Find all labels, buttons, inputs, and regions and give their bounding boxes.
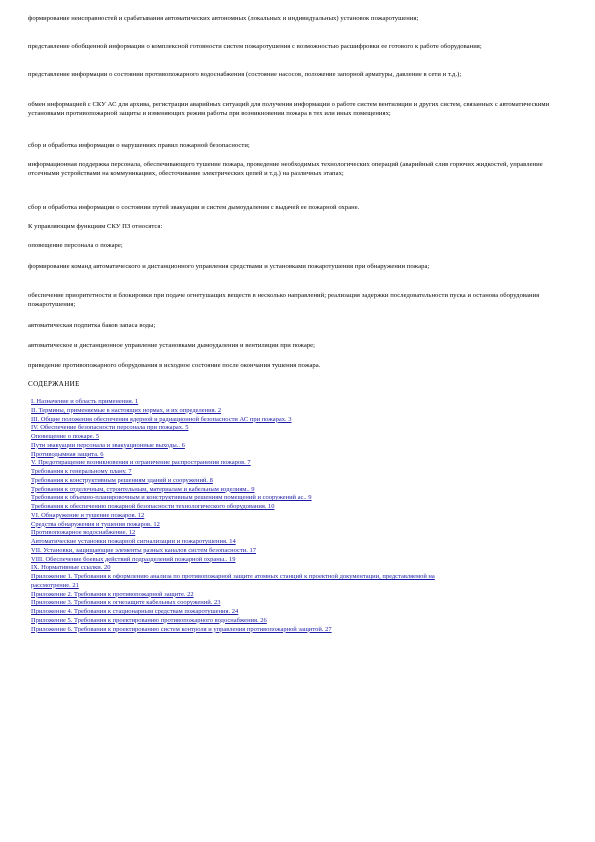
toc-item	[31, 494, 571, 503]
toc-link[interactable]: Пути эвакуации персонала и эвакуационные выходы.. 6	[31, 441, 185, 449]
paragraph-water-supply-status: представление информации о состоянии противопожарного водоснабжения (состояние насосов, положение запорной арматуры, давление в сети и т.д.);	[28, 71, 462, 78]
toc-heading: СОДЕРЖАНИЕ	[28, 380, 80, 388]
toc-link[interactable]: Приложение 4. Требования к стационарным средствам пожаротушения. 24	[31, 608, 239, 615]
paragraph-water-tanks: автоматическая подпитка баков запаса воды;	[28, 322, 156, 329]
toc-item	[31, 547, 571, 556]
toc-link[interactable]: Оповещение о пожаре. 5	[31, 433, 100, 440]
toc-link[interactable]: V. Предотвращение возникновения и ограничение распространения пожаров. 7	[31, 459, 251, 467]
toc-item	[31, 451, 571, 460]
toc-link[interactable]: Требования к отделочным, строительным, материалам и кабельным изделиям.. 9	[31, 485, 255, 493]
toc-link[interactable]: Требования к объемно-планировочным и конструктивным решениям помещений и сооружений ас.. 9	[31, 494, 312, 502]
toc-item	[31, 477, 571, 486]
toc-item	[31, 503, 571, 512]
toc-item	[31, 459, 571, 468]
toc-item	[31, 556, 571, 565]
toc-item	[31, 407, 571, 416]
toc-item	[31, 521, 571, 530]
toc-link[interactable]: II. Термины, применяемые в настоящих нормах, и их определения. 2	[31, 406, 222, 414]
toc-item	[31, 424, 571, 433]
paragraph-local-extinguishing-faults: формирование неисправностей и срабатывания автоматических автономных (локальных и индивидуальных) установок пожаротушения;	[28, 15, 419, 22]
paragraph-control-functions-intro: К управляющим функциям СКУ ПЗ относятся:	[28, 223, 163, 230]
toc-item	[31, 564, 571, 573]
toc-item	[31, 512, 571, 521]
toc-link[interactable]: Приложение 6. Требования к проектированию систем контроля и управления противопожарной защитой. 27	[31, 625, 332, 633]
toc-link[interactable]: Приложение 2. Требования к противопожарной защите. 22	[31, 590, 194, 598]
toc-link[interactable]: Приложение 3. Требования к огнезащите кабельных сооружений. 23	[31, 599, 221, 607]
toc-link[interactable]: Приложение 1. Требования к оформлению анализа по противопожарной защите атомных станций к проектной документации, представляемой на рассмотрение. 21	[31, 573, 435, 589]
toc-link[interactable]: IV. Обеспечение безопасности персонала при пожарах. 5	[31, 424, 189, 432]
paragraph-violations: сбор и обработка информации о нарушениях правил пожарной безопасности;	[28, 142, 250, 149]
toc-link[interactable]: III. Общие положения обеспечения ядерной и радиационной безопасности АС при пожарах. 3	[31, 415, 292, 423]
toc-item	[31, 591, 571, 600]
toc-link[interactable]: Автоматические установки пожарной сигнализации и пожаротушения. 14	[31, 538, 236, 545]
paragraph-readiness-info: представление обобщенной информации о комплексной готовности систем пожаротушения с возможностью расшифровки ее готового к работе оборудования;	[28, 43, 482, 50]
paragraph-evacuation-paths: сбор и обработка информации о состоянии путей эвакуации и систем дымоудаления с выдачей ее пожарной охране.	[28, 204, 360, 211]
toc-item	[31, 573, 461, 591]
toc-item	[31, 486, 571, 495]
paragraph-control-commands: формирование команд автоматического и дистанционного управления средствами и установками пожаротушения при обнаружении пожара;	[28, 263, 430, 270]
toc-link[interactable]: IX. Нормативные ссылки. 20	[31, 564, 111, 572]
toc-link[interactable]: Требования к обеспечению пожарной безопасности технологического оборудования. 10	[31, 503, 275, 510]
paragraph-smoke-removal-control: автоматическое и дистанционное управление установками дымоудаления и вентиляции при пожаре;	[28, 342, 316, 349]
toc-item	[31, 626, 571, 635]
toc-link[interactable]: Противопожарное водоснабжение. 12	[31, 529, 136, 537]
table-of-contents	[31, 398, 571, 634]
toc-link[interactable]: Средства обнаружения и тушения пожаров. 12	[31, 520, 160, 528]
paragraph-priority-blocking: обеспечение приоритетности и блокировки при подаче огнетушащих веществ в несколько направлений; реализация задержки последовательности пуска и останова оборудования пожаротушения;	[28, 292, 540, 309]
toc-item	[31, 538, 571, 547]
toc-item	[31, 529, 571, 538]
paragraph-notification: оповещение персонала о пожаре;	[28, 242, 123, 249]
toc-link[interactable]: Требования к генеральному плану. 7	[31, 468, 132, 475]
toc-item	[31, 398, 571, 407]
toc-link[interactable]: Приложение 5. Требования к проектированию противопожарного водоснабжения. 26	[31, 616, 267, 624]
toc-item	[31, 433, 571, 442]
toc-link[interactable]: I. Назначение и область применения. 1	[31, 398, 139, 405]
toc-item	[31, 442, 571, 451]
toc-item	[31, 617, 571, 626]
toc-item	[31, 416, 571, 425]
toc-item	[31, 599, 571, 608]
toc-item	[31, 468, 571, 477]
paragraph-reset-equipment: приведение противопожарного оборудования в исходное состояние после окончания тушения пожара.	[28, 362, 321, 369]
toc-link[interactable]: VIII. Обеспечение боевых действий подразделений пожарной охраны.. 19	[31, 555, 236, 563]
toc-link[interactable]: Требования к конструктивным решениям зданий и сооружений. 8	[31, 476, 213, 484]
toc-link[interactable]: VI. Обнаружение и тушение пожаров. 12	[31, 511, 145, 519]
toc-link[interactable]: VII. Установки, защищающие элементы разных каналов систем безопасности. 17	[31, 546, 257, 554]
toc-item	[31, 608, 571, 617]
toc-link[interactable]: Противодымная защита. 6	[31, 450, 104, 458]
paragraph-personnel-support: информационная поддержка персонала, обеспечивающего тушение пожара, проведение необходимых технологических операций (аварийный слив горючих жидкостей, управление отсечными устройствами на коммуникациях, обесточивание электрических цепей и т.д.) на различных этапах;	[28, 161, 543, 178]
paragraph-info-exchange: обмен информацией с СКУ АС для архива, регистрации аварийных ситуаций для получения информации о работе систем вентиляции и других систем, связанных с автоматическими установками противопожарной защиты и изменяющих режим работы при возникновении пожара в тех или иных помещениях;	[28, 101, 550, 118]
